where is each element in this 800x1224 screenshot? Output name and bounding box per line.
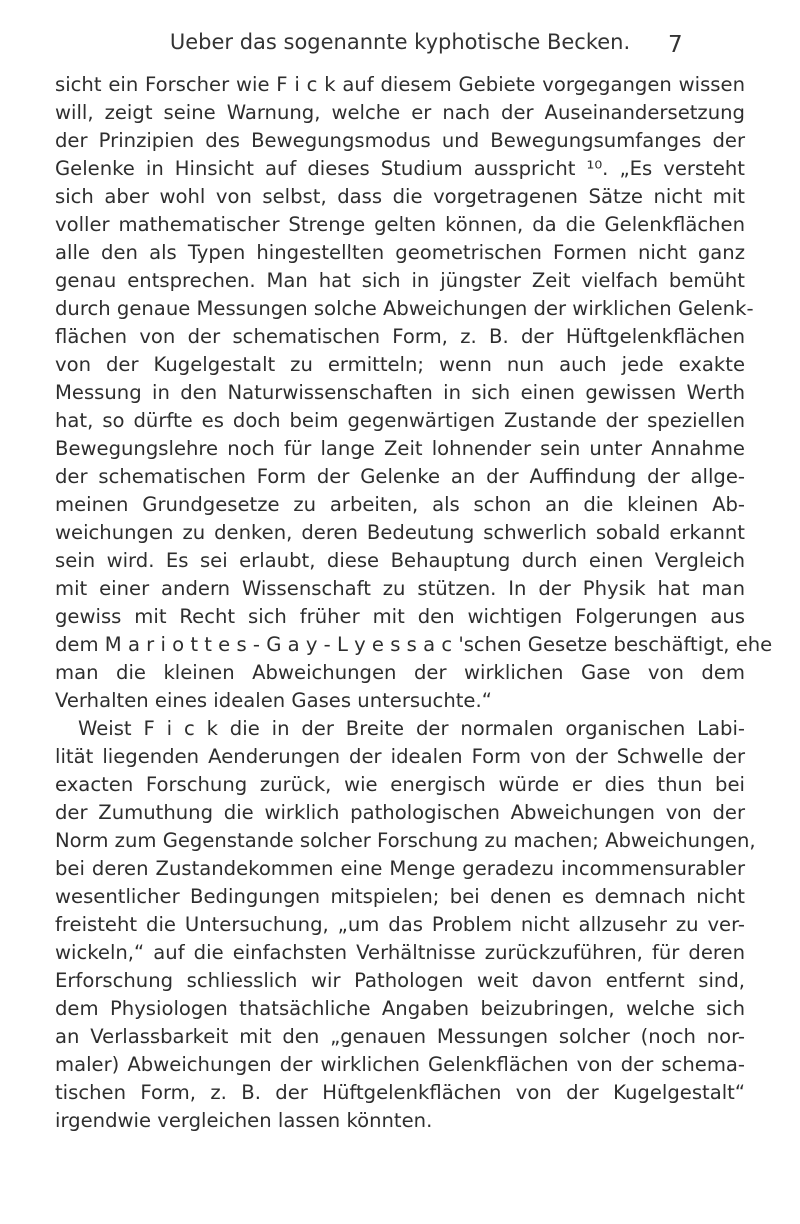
text-line: sich aber wohl von selbst, dass die vorgetragenen Sätze nicht mit — [55, 185, 745, 208]
text-line: hat, so dürfte es doch beim gegenwärtigen Zustande der speziellen — [55, 409, 745, 432]
page-number: 7 — [668, 32, 683, 58]
text-line: wickeln,“ auf die einfachsten Verhältnisse zurückzuführen, für deren — [55, 941, 745, 964]
text-line: Norm zum Gegenstande solcher Forschung zu machen; Abweichungen, — [55, 829, 756, 852]
text-line: Messung in den Naturwissenschaften in sich einen gewissen Werth — [55, 381, 745, 404]
text-line: dem M a r i o t t e s - G a y - L y e s s a c 'schen Gesetze beschäftigt, ehe — [55, 633, 773, 656]
text-line: dem Physiologen thatsächliche Angaben beizubringen, welche sich — [55, 997, 745, 1020]
text-line: der Zumuthung die wirklich pathologischen Abweichungen von der — [55, 801, 745, 824]
running-title: Ueber das sogenannte kyphotische Becken. — [169, 30, 631, 54]
text-line: irgendwie vergleichen lassen könnten. — [55, 1109, 433, 1132]
text-line: freisteht die Untersuchung, „um das Problem nicht allzusehr zu ver- — [55, 913, 745, 936]
text-line: Weist F i c k die in der Breite der normalen organischen Labi- — [78, 717, 745, 740]
text-line: gewiss mit Recht sich früher mit den wichtigen Folgerungen aus — [55, 605, 745, 628]
text-line: maler) Abweichungen der wirklichen Gelenkflächen von der schema- — [55, 1053, 745, 1076]
text-line: bei deren Zustandekommen eine Menge geradezu incommensurabler — [55, 857, 745, 880]
text-line: exacten Forschung zurück, wie energisch würde er dies thun bei — [55, 773, 745, 796]
text-line: durch genaue Messungen solche Abweichungen der wirklichen Gelenk- — [55, 297, 754, 320]
text-line: sein wird. Es sei erlaubt, diese Behauptung durch einen Vergleich — [55, 549, 745, 572]
text-line: weichungen zu denken, deren Bedeutung schwerlich sobald erkannt — [55, 521, 745, 544]
text-line: man die kleinen Abweichungen der wirklichen Gase von dem — [55, 661, 745, 684]
text-line: will, zeigt seine Warnung, welche er nach der Auseinandersetzung — [55, 101, 745, 124]
text-line: der Prinzipien des Bewegungsmodus und Bewegungsumfanges der — [55, 129, 745, 152]
text-line: wesentlicher Bedingungen mitspielen; bei denen es demnach nicht — [55, 885, 745, 908]
text-line: genau entsprechen. Man hat sich in jüngster Zeit vielfach bemüht — [55, 269, 745, 292]
text-line: flächen von der schematischen Form, z. B. der Hüftgelenkflächen — [55, 325, 745, 348]
text-line: Verhalten eines idealen Gases untersuchte.“ — [55, 689, 492, 712]
text-line: der schematischen Form der Gelenke an der Auffindung der allge- — [55, 465, 745, 488]
text-line: an Verlassbarkeit mit den „genauen Messungen solcher (noch nor- — [55, 1025, 745, 1048]
text-line: mit einer andern Wissenschaft zu stützen. In der Physik hat man — [55, 577, 745, 600]
text-line: alle den als Typen hingestellten geometrischen Formen nicht ganz — [55, 241, 745, 264]
text-line: meinen Grundgesetze zu arbeiten, als schon an die kleinen Ab- — [55, 493, 745, 516]
text-line: Erforschung schliesslich wir Pathologen weit davon entfernt sind, — [55, 969, 745, 992]
text-line: voller mathematischer Strenge gelten können, da die Gelenkflächen — [55, 213, 745, 236]
text-line: Bewegungslehre noch für lange Zeit lohnender sein unter Annahme — [55, 437, 745, 460]
text-line: sicht ein Forscher wie F i c k auf diesem Gebiete vorgegangen wissen — [55, 73, 745, 96]
text-line: lität liegenden Aenderungen der idealen Form von der Schwelle der — [55, 745, 745, 768]
text-line: von der Kugelgestalt zu ermitteln; wenn nun auch jede exakte — [55, 353, 745, 376]
text-line: tischen Form, z. B. der Hüftgelenkflächen von der Kugelgestalt“ — [55, 1081, 745, 1104]
text-line: Gelenke in Hinsicht auf dieses Studium ausspricht ¹⁰. „Es versteht — [55, 157, 745, 180]
